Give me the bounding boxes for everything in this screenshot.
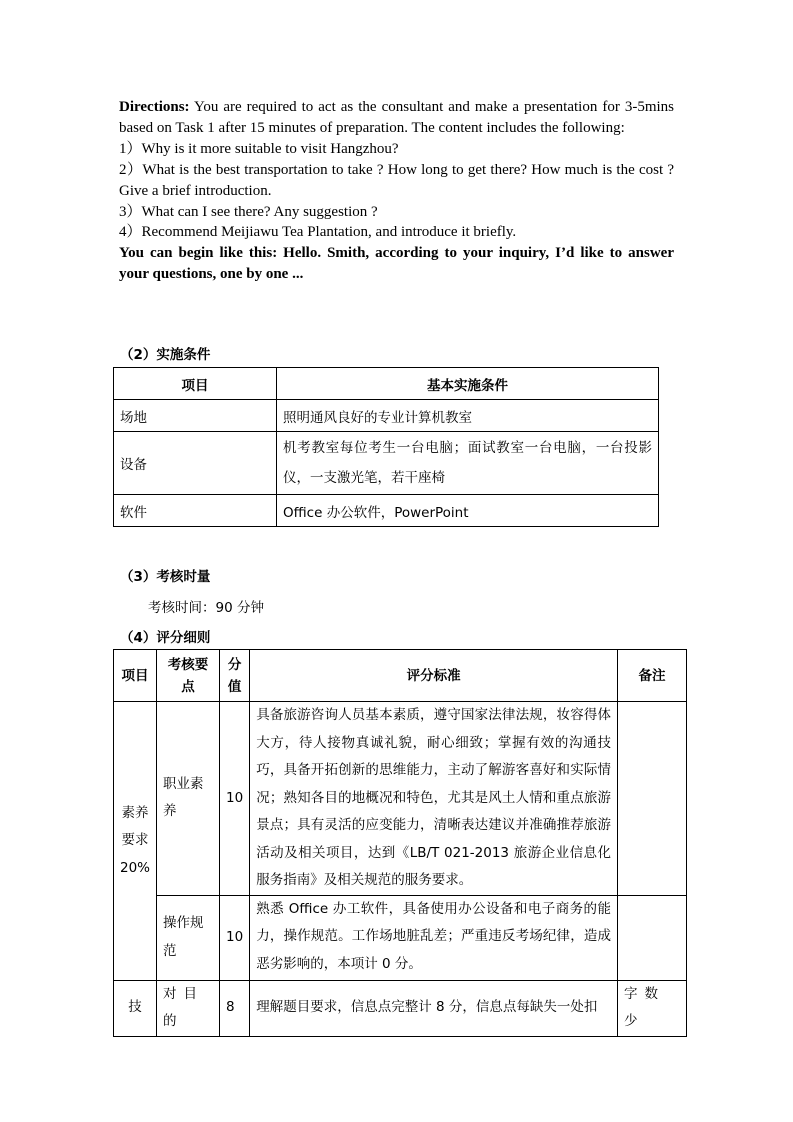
question-2: 2）What is the best transportation to take ? How long to get there? How much is the cost ? Give a brief introduction. [119, 161, 674, 199]
row-item: 设备 [114, 432, 277, 495]
table-row [114, 980, 687, 1036]
header-item: 项目 [114, 368, 277, 400]
row-note [618, 702, 687, 896]
question-3: 3）What can I see there? Any suggestion ? [119, 203, 378, 220]
section-title-conditions: （2）实施条件 [120, 347, 211, 363]
header-score: 分值 [220, 650, 250, 702]
row-note: 字数少 [618, 980, 687, 1036]
scoring-table [113, 649, 687, 1037]
row-condition: 机考教室每位考生一台电脑；面试教室一台电脑，一台投影仪，一支激光笔，若干座椅 [277, 432, 659, 495]
section-title-scoring: （4）评分细则 [120, 630, 211, 646]
table-row [114, 400, 659, 432]
header-note: 备注 [618, 650, 687, 702]
begin-prompt: You can begin like this: Hello. Smith, according to your inquiry, I’d like to answer your questions, one by one ... [119, 245, 674, 283]
row-condition: Office 办公软件，PowerPoint [277, 495, 659, 527]
row-point: 操作规范 [157, 895, 220, 980]
table-header-row [114, 650, 687, 702]
question-4: 4）Recommend Meijiawu Tea Plantation, and introduce it briefly. [119, 224, 517, 241]
header-standard: 评分标准 [250, 650, 618, 702]
table-row [114, 432, 659, 495]
row-standard: 熟悉 Office 办工软件，具备使用办公设备和电子商务的能力，操作规范。工作场地脏乱差；严重违反考场纪律，造成恶劣影响的，本项计 0 分。 [250, 895, 618, 980]
question-1: 1）Why is it more suitable to visit Hangzhou? [119, 140, 399, 157]
header-item: 项目 [114, 650, 157, 702]
row-score: 10 [220, 895, 250, 980]
table-row [114, 895, 687, 980]
row-score: 10 [220, 702, 250, 896]
table-header-row [114, 368, 659, 400]
exam-duration-text: 考核时间：90 分钟 [148, 600, 264, 616]
row-score: 8 [220, 980, 250, 1036]
header-condition: 基本实施条件 [277, 368, 659, 400]
row-note [618, 895, 687, 980]
row-item: 场地 [114, 400, 277, 432]
directions-block [119, 97, 674, 285]
conditions-table [113, 367, 659, 527]
directions-label: Directions: [119, 99, 190, 115]
header-point: 考核要点 [157, 650, 220, 702]
row-point: 对目的 [157, 980, 220, 1036]
section-title-duration: （3）考核时量 [120, 569, 211, 585]
category-cell: 技 [114, 980, 157, 1036]
row-item: 软件 [114, 495, 277, 527]
directions-paragraph [119, 97, 674, 139]
row-standard: 具备旅游咨询人员基本素质，遵守国家法律法规，妆容得体大方，待人接物真诚礼貌，耐心细致；掌握有效的沟通技巧，具备开拓创新的思维能力，主动了解游客喜好和实际情况；熟知各目的地概况和特色，尤其是风土人情和重点旅游景点；具有灵活的应变能力，清晰表达建议并准确推荐旅游活动及相关项目，达到《LB/T 021-2013 旅游企业信息化服务指南》及相关规范的服务要求。 [250, 702, 618, 896]
row-standard: 理解题目要求，信息点完整计 8 分，信息点每缺失一处扣 [250, 980, 618, 1036]
row-point: 职业素养 [157, 702, 220, 896]
category-cell: 素养要求20% [114, 702, 157, 981]
directions-intro: You are required to act as the consultant and make a presentation for 3-5mins based on Task 1 after 15 minutes of preparation. The content includes the following: [119, 99, 674, 136]
table-row [114, 702, 687, 896]
row-condition: 照明通风良好的专业计算机教室 [277, 400, 659, 432]
table-row [114, 495, 659, 527]
